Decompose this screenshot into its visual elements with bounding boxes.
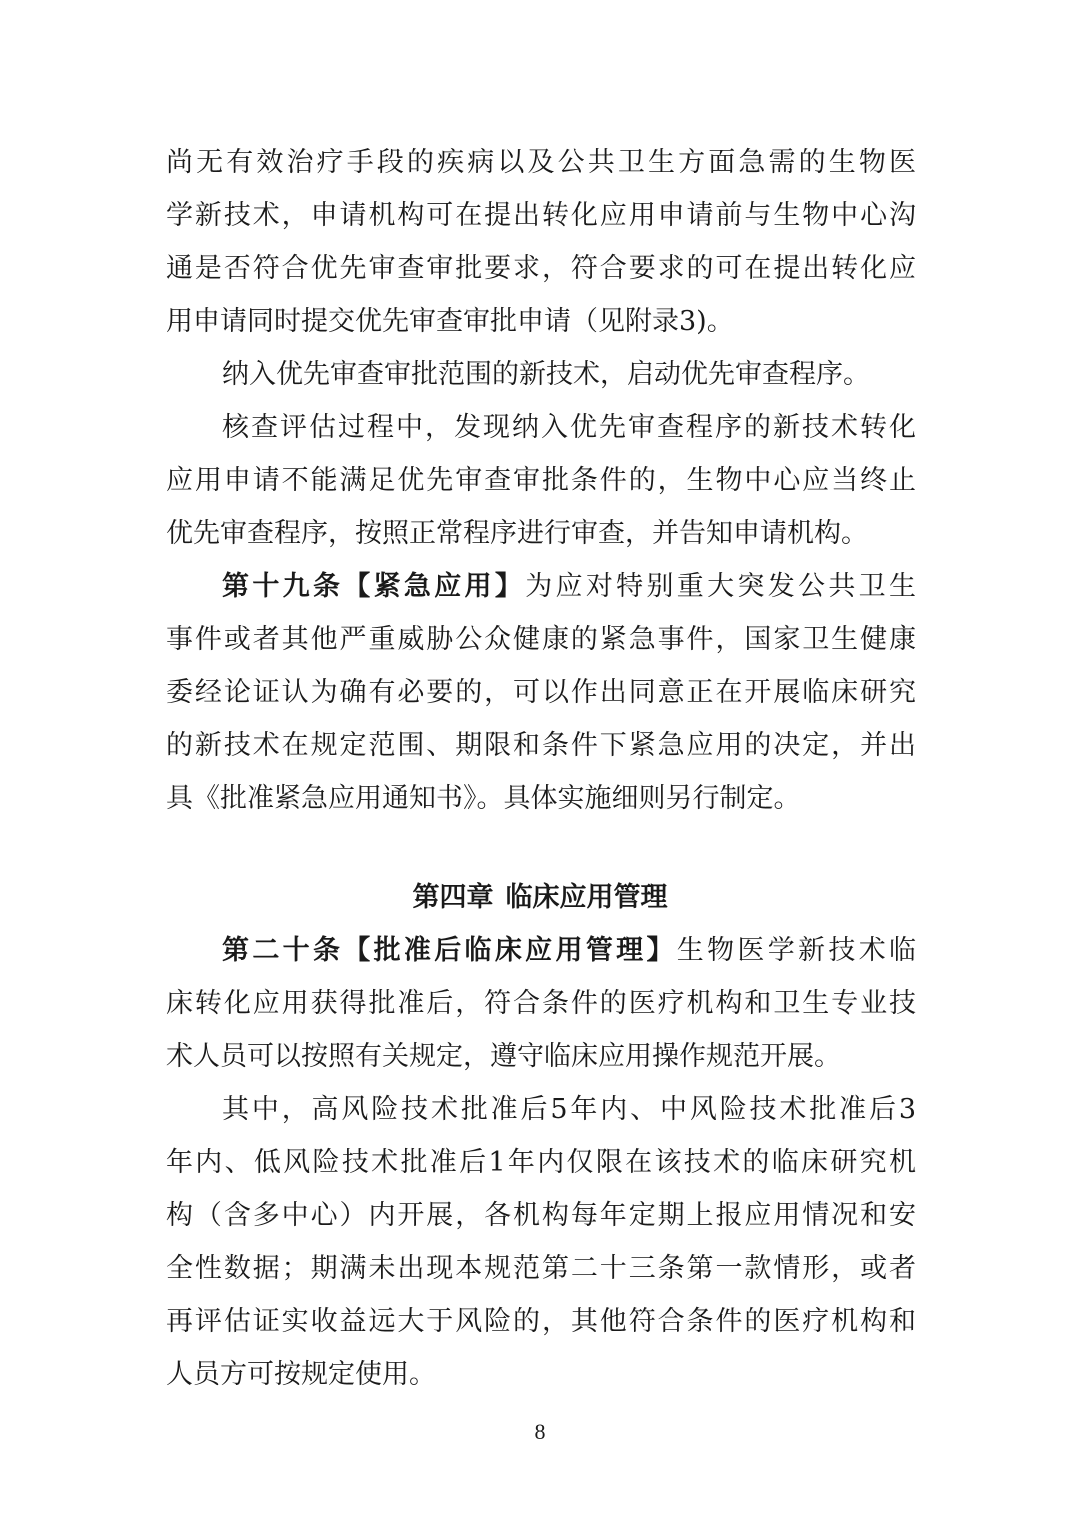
article-text: 为应对特别重大突发公共卫生	[525, 571, 917, 602]
paragraph-line: 委经论证认为确有必要的，可以作出同意正在开展临床研究	[166, 677, 916, 708]
paragraph-line: 通是否符合优先审查审批要求，符合要求的可在提出转化应	[166, 253, 916, 284]
article-title: 第二十条【批准后临床应用管理】	[222, 935, 677, 966]
paragraph-line: 构（含多中心）内开展，各机构每年定期上报应用情况和安	[166, 1200, 916, 1231]
article-title: 第十九条【紧急应用】	[222, 571, 526, 602]
page-number: 8	[534, 1419, 546, 1444]
paragraph-line: 学新技术，申请机构可在提出转化应用申请前与生物中心沟	[166, 200, 916, 231]
paragraph-line: 术人员可以按照有关规定，遵守临床应用操作规范开展。	[166, 1041, 841, 1072]
article-first-line	[222, 931, 916, 971]
paragraph-line: 尚无有效治疗手段的疾病以及公共卫生方面急需的生物医	[166, 147, 916, 178]
paragraph-line: 具《批准紧急应用通知书》。具体实施细则另行制定。	[166, 783, 801, 814]
paragraph-line: 再评估证实收益远大于风险的，其他符合条件的医疗机构和	[166, 1306, 916, 1337]
paragraph-line: 其中，高风险技术批准后5年内、中风险技术批准后3	[222, 1094, 916, 1125]
paragraph-line: 纳入优先审查审批范围的新技术，启动优先审查程序。	[222, 359, 870, 390]
paragraph-line: 的新技术在规定范围、期限和条件下紧急应用的决定，并出	[166, 730, 916, 761]
article-text: 生物医学新技术临	[676, 935, 917, 966]
paragraph-line: 应用申请不能满足优先审查审批条件的，生物中心应当终止	[166, 465, 916, 496]
paragraph-line: 优先审查程序，按照正常程序进行审查，并告知申请机构。	[166, 518, 868, 549]
chapter-number: 第四章	[412, 882, 494, 913]
paragraph-line: 事件或者其他严重威胁公众健康的紧急事件，国家卫生健康	[166, 624, 916, 655]
article-first-line	[222, 567, 916, 607]
paragraph-line: 核查评估过程中，发现纳入优先审查程序的新技术转化	[222, 412, 916, 443]
paragraph-line: 全性数据；期满未出现本规范第二十三条第一款情形，或者	[166, 1253, 916, 1284]
chapter-title: 临床应用管理	[505, 882, 668, 913]
paragraph-line: 床转化应用获得批准后，符合条件的医疗机构和卫生专业技	[166, 988, 916, 1019]
paragraph-line: 人员方可按规定使用。	[166, 1359, 436, 1390]
paragraph-line: 年内、低风险技术批准后1年内仅限在该技术的临床研究机	[166, 1147, 916, 1178]
paragraph-line: 用申请同时提交优先审查审批申请（见附录3)。	[166, 306, 734, 337]
chapter-heading	[0, 878, 1080, 918]
